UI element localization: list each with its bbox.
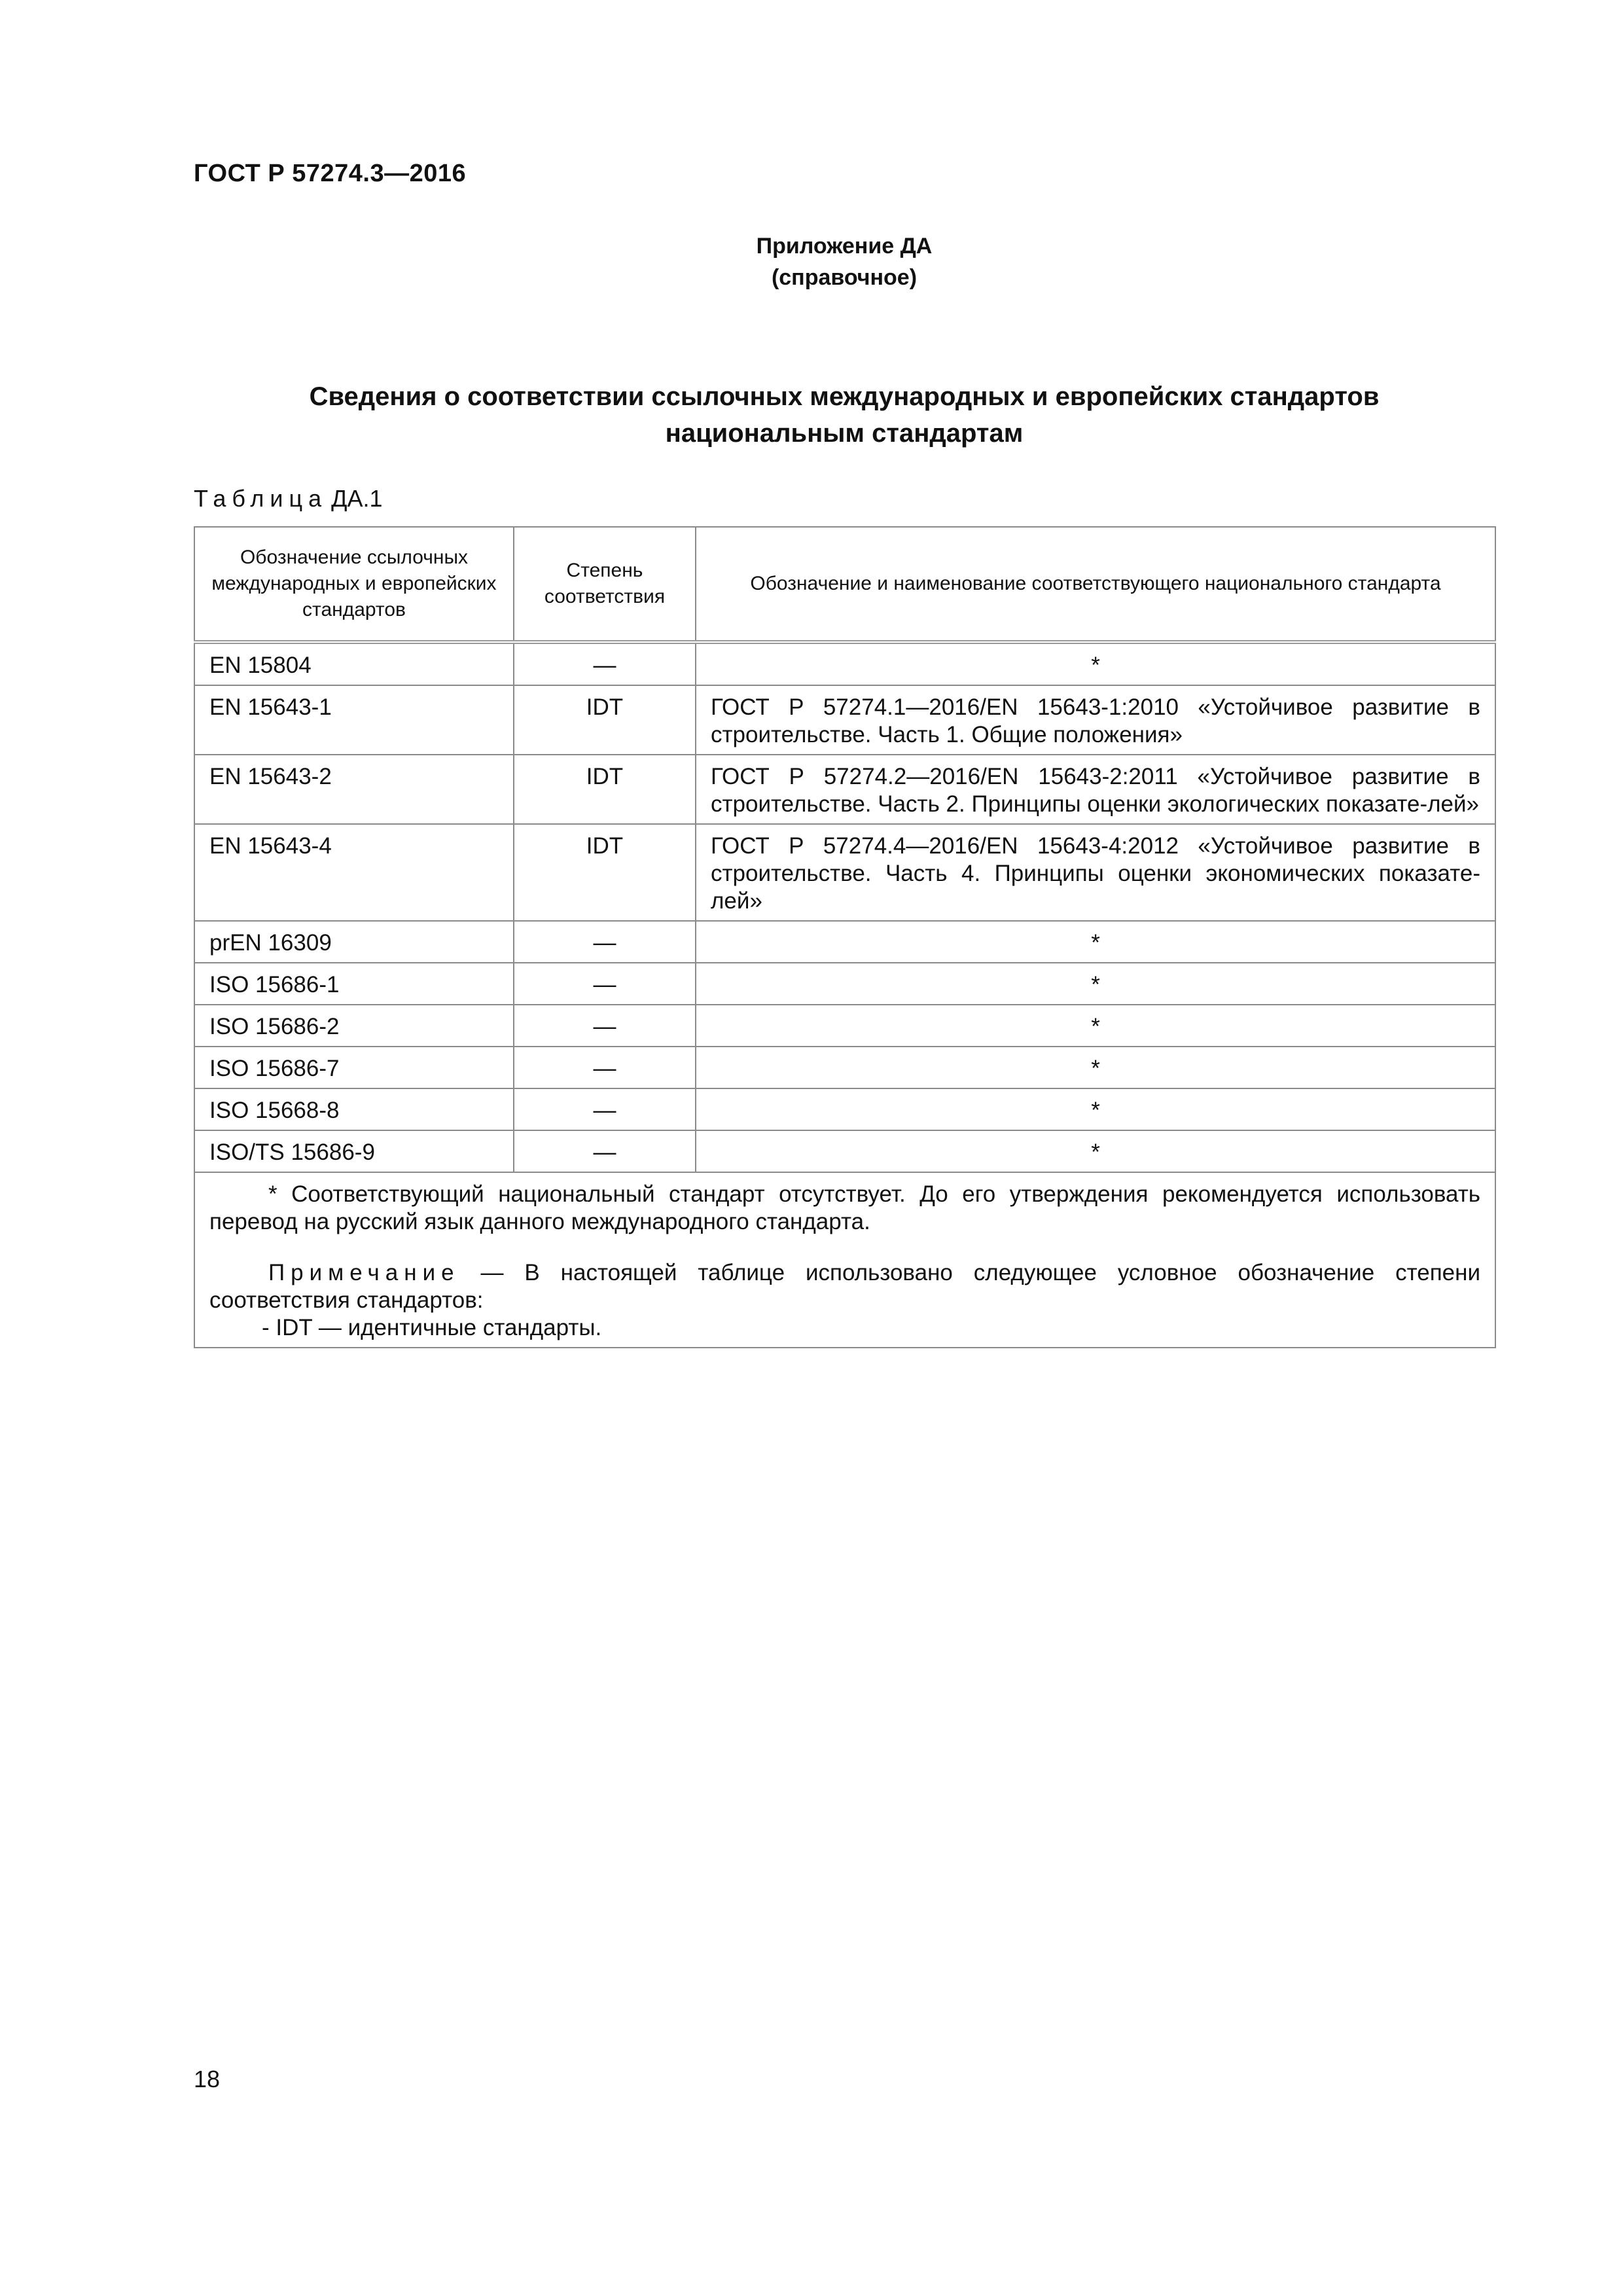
header-degree: Степень соответствия xyxy=(514,527,696,642)
cell-reference: ISO 15686-7 xyxy=(194,1047,514,1088)
table-row xyxy=(194,1088,1495,1130)
cell-national: * xyxy=(696,921,1495,963)
table-caption-label: Таблица xyxy=(194,485,328,512)
cell-national: ГОСТ Р 57274.4—2016/EN 15643-4:2012 «Устойчивое развитие в строительстве. Часть 4. Принципы оценки экономических показате-лей» xyxy=(696,824,1495,921)
table-caption xyxy=(194,484,383,513)
cell-national: ГОСТ Р 57274.1—2016/EN 15643-1:2010 «Устойчивое развитие в строительстве. Часть 1. Общие положения» xyxy=(696,685,1495,755)
table-row xyxy=(194,921,1495,963)
cell-degree: — xyxy=(514,1130,696,1172)
cell-degree: IDT xyxy=(514,685,696,755)
cell-national: ГОСТ Р 57274.2—2016/EN 15643-2:2011 «Устойчивое развитие в строительстве. Часть 2. Принципы оценки экологических показате-лей» xyxy=(696,755,1495,824)
table-caption-id: ДА.1 xyxy=(331,485,383,512)
table-row xyxy=(194,1047,1495,1088)
cell-national: * xyxy=(696,1130,1495,1172)
note-item: - IDT — идентичные стандарты. xyxy=(262,1315,602,1340)
cell-national: * xyxy=(696,1005,1495,1047)
cell-reference: EN 15643-4 xyxy=(194,824,514,921)
cell-reference: ISO 15686-2 xyxy=(194,1005,514,1047)
table-row xyxy=(194,685,1495,755)
cell-degree: IDT xyxy=(514,755,696,824)
table-row xyxy=(194,824,1495,921)
appendix-title: Приложение ДА xyxy=(756,234,933,259)
note-text: — В настоящей таблице использовано следующее условное обозначение степени соответствия стандартов: xyxy=(209,1260,1480,1313)
header-reference-standards: Обозначение ссылочных международных и европейских стандартов xyxy=(194,527,514,642)
cell-reference: ISO/TS 15686-9 xyxy=(194,1130,514,1172)
cell-national: * xyxy=(696,1088,1495,1130)
appendix-heading xyxy=(0,230,1623,293)
cell-degree: — xyxy=(514,963,696,1005)
table-header-row xyxy=(194,527,1495,642)
cell-reference: EN 15804 xyxy=(194,642,514,685)
cell-national: * xyxy=(696,963,1495,1005)
cell-national: * xyxy=(696,1047,1495,1088)
cell-degree: — xyxy=(514,1088,696,1130)
cell-reference: prEN 16309 xyxy=(194,921,514,963)
table-row xyxy=(194,755,1495,824)
cell-reference: ISO 15686-1 xyxy=(194,963,514,1005)
table-note xyxy=(209,1259,1480,1342)
cell-degree: IDT xyxy=(514,824,696,921)
page-number: 18 xyxy=(194,2066,221,2092)
cell-degree: — xyxy=(514,921,696,963)
cell-reference: EN 15643-1 xyxy=(194,685,514,755)
note-label: Примечание xyxy=(268,1260,460,1285)
cell-degree: — xyxy=(514,1005,696,1047)
cell-degree: — xyxy=(514,642,696,685)
header-national-standard: Обозначение и наименование соответствующего национального стандарта xyxy=(696,527,1495,642)
document-code: ГОСТ Р 57274.3—2016 xyxy=(194,160,467,187)
standards-table xyxy=(194,526,1496,1348)
cell-degree: — xyxy=(514,1047,696,1088)
table-footnote: * Соответствующий национальный стандарт отсутствует. До его утверждения рекомендуется использовать перевод на русский язык данного международного стандарта. xyxy=(209,1181,1480,1234)
cell-reference: ISO 15668-8 xyxy=(194,1088,514,1130)
section-title-line1: Сведения о соответствии ссылочных международных и европейских стандартов xyxy=(309,382,1380,411)
section-title-line2: национальным стандартам xyxy=(665,419,1024,448)
cell-national: * xyxy=(696,642,1495,685)
table-footer-row xyxy=(194,1172,1495,1348)
cell-reference: EN 15643-2 xyxy=(194,755,514,824)
table-row xyxy=(194,1005,1495,1047)
section-title xyxy=(194,378,1495,452)
table-notes xyxy=(194,1172,1495,1348)
table-row xyxy=(194,963,1495,1005)
appendix-kind: (справочное) xyxy=(771,265,918,290)
table-row xyxy=(194,642,1495,685)
table-row xyxy=(194,1130,1495,1172)
